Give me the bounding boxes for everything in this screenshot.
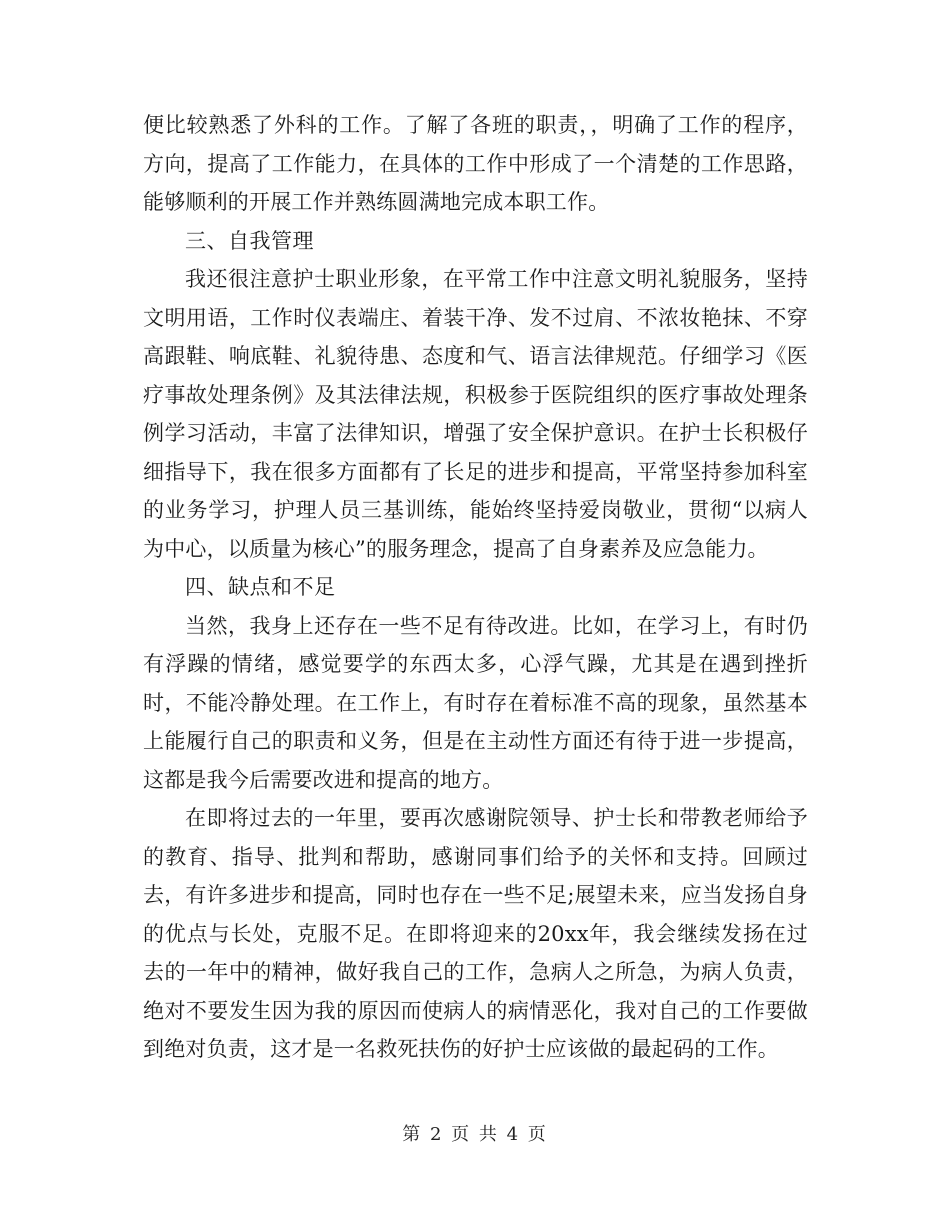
paragraph-shortcomings: 当然，我身上还存在一些不足有待改进。比如，在学习上，有时仍有浮躁的情绪，感觉要学的东西太多，心浮气躁，尤其是在遇到挫折时，不能冷静处理。在工作上，有时存在着标准不高的现象，虽然基本上能履行自己的职责和义务，但是在主动性方面还有待于进一步提高，这都是我今后需要改进和提高的地方。: [143, 613, 808, 792]
paragraph-conclusion: 在即将过去的一年里，要再次感谢院领导、护士长和带教老师给予的教育、指导、批判和帮助，感谢同事们给予的关怀和支持。回顾过去，有许多进步和提高，同时也存在一些不足;展望未来，应当发扬自身的优点与长处，克服不足。在即将迎来的20xx年，我会继续发扬在过去的一年中的精神，做好我自己的工作，急病人之所急，为病人负责，绝对不要发生因为我的原因而使病人的病情恶化，我对自己的工作要做到绝对负责，这才是一名救死扶伤的好护士应该做的最起码的工作。: [143, 806, 808, 1061]
paragraph-self-management: 我还很注意护士职业形象，在平常工作中注意文明礼貌服务，坚持文明用语，工作时仪表端庄、着装干净、发不过肩、不浓妆艳抹、不穿高跟鞋、响底鞋、礼貌待患、态度和气、语言法律规范。仔细学习《医疗事故处理条例》及其法律法规，积极参于医院组织的医疗事故处理条例学习活动，丰富了法律知识，增强了安全保护意识。在护士长积极仔细指导下，我在很多方面都有了长足的进步和提高，平常坚持参加科室的业务学习，护理人员三基训练，能始终坚持爱岗敬业，贯彻“以病人为中心，以质量为核心”的服务理念，提高了自身素养及应急能力。: [143, 267, 808, 561]
paragraph-continuation: 便比较熟悉了外科的工作。了解了各班的职责，，明确了工作的程序，方向，提高了工作能力，在具体的工作中形成了一个清楚的工作思路，能够顺利的开展工作并熟练圆满地完成本职工作。: [143, 113, 808, 214]
section-heading-shortcomings: 四、缺点和不足: [185, 575, 336, 599]
section-heading-self-management: 三、自我管理: [185, 228, 314, 253]
page-number-footer: 第 2 页 共 4 页: [402, 1124, 548, 1145]
document-body: [143, 106, 808, 1069]
